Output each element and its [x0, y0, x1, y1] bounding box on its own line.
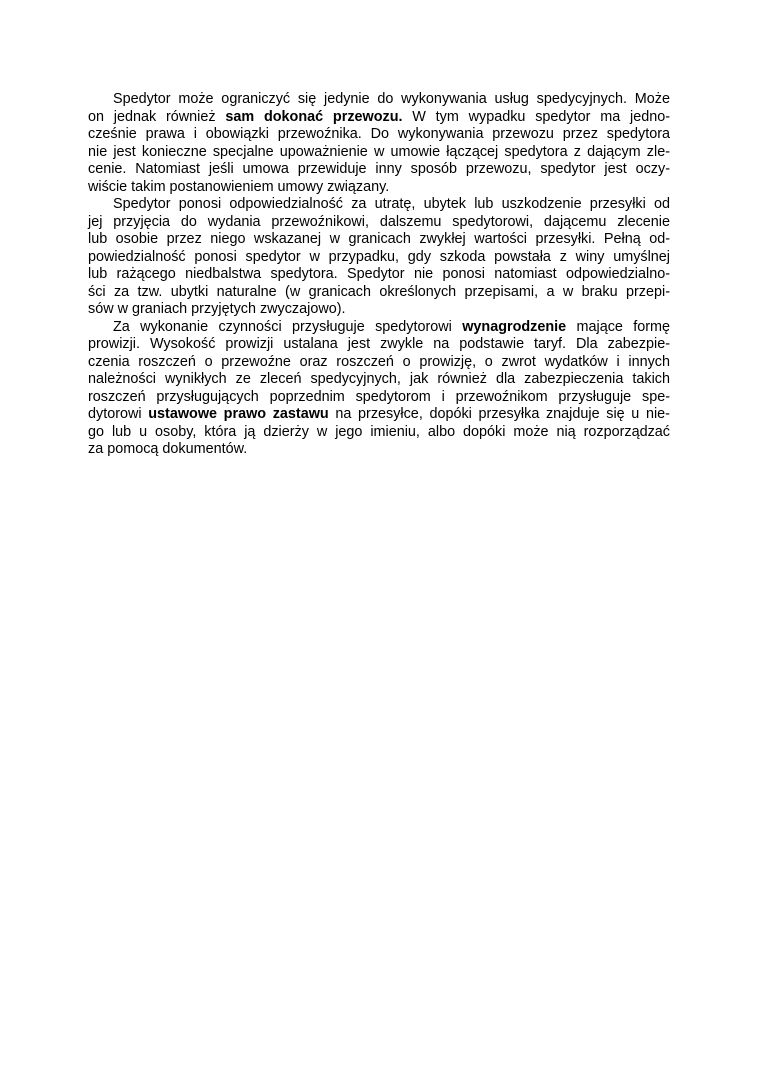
text-line: [88, 336, 670, 354]
text-run: nie jest konieczne specjalne upoważnienie w umowie łączącej spedytora z dającym zle-: [88, 143, 670, 160]
text-line: [88, 441, 670, 459]
text-run: W tym wypadku spedytor ma jedno-: [402, 108, 670, 125]
text-line: [88, 231, 670, 249]
text-run: czenia roszczeń o przewoźne oraz roszczeń o prowizję, o zwrot wydatków i innych: [88, 353, 670, 370]
text-line: [88, 144, 670, 162]
text-run: powiedzialność ponosi spedytor w przypadku, gdy szkoda powstała z winy umyślnej: [88, 248, 670, 265]
bold-term: wynagrodzenie: [462, 318, 567, 335]
text-run: sów w graniach przyjętych zwyczajowo).: [88, 301, 346, 317]
text-run: roszczeń przysługujących poprzednim spedytorom i przewoźnikom przysługuje spe-: [88, 388, 670, 405]
text-run: dytorowi: [88, 406, 149, 422]
text-line: [88, 109, 670, 127]
text-run: mające formę: [566, 318, 671, 335]
paragraph-2: [88, 196, 670, 319]
text-run: cześnie prawa i obowiązki przewoźnika. Do wykonywania przewozu przez spedytora: [88, 126, 670, 142]
text-line: [88, 424, 670, 442]
text-run: wiście takim postanowieniem umowy związany.: [88, 178, 390, 195]
text-run: ści za tzw. ubytki naturalne (w granicach określonych przepisami, a w braku przepi-: [88, 283, 670, 300]
text-run: cenie. Natomiast jeśli umowa przewiduje inny sposób przewozu, spedytor jest oczy-: [88, 161, 670, 177]
text-line: [88, 354, 670, 372]
text-run: Za wykonanie czynności przysługuje spedytorowi: [113, 318, 463, 335]
text-line: [88, 266, 670, 284]
text-run: jej przyjęcia do wydania przewoźnikowi, dalszemu spedytorowi, dającemu zlecenie: [88, 213, 670, 230]
text-line: [88, 284, 670, 302]
text-line: [88, 179, 670, 197]
text-line: [88, 196, 670, 214]
text-run: prowizji. Wysokość prowizji ustalana jest zwykle na podstawie taryf. Dla zabezpie-: [88, 336, 670, 352]
text-run: Spedytor może ograniczyć się jedynie do wykonywania usług spedycyjnych. Może: [113, 91, 670, 107]
text-line: [88, 126, 670, 144]
text-line: [88, 389, 670, 407]
text-run: lub osobie przez niego wskazanej w granicach zwykłej wartości przesyłki. Pełną od-: [88, 231, 670, 247]
text-run: lub rażącego niedbalstwa spedytora. Spedytor nie ponosi natomiast odpowiedzialno-: [88, 266, 670, 282]
text-line: [88, 301, 670, 319]
text-line: [88, 91, 670, 109]
text-line: [88, 371, 670, 389]
bold-term: sam dokonać przewozu.: [225, 108, 403, 125]
text-line: [88, 319, 670, 337]
paragraph-3: [88, 319, 670, 459]
text-run: na przesyłce, dopóki przesyłka znajduje się u nie-: [328, 406, 670, 422]
text-run: należności wynikłych ze zleceń spedycyjnych, jak również dla zabezpieczenia takich: [88, 371, 670, 387]
text-line: [88, 161, 670, 179]
text-run: on jednak również: [88, 108, 226, 125]
text-line: [88, 249, 670, 267]
document-body: [88, 91, 670, 459]
text-run: za pomocą dokumentów.: [88, 441, 248, 457]
bold-term: ustawowe prawo zastawu: [148, 406, 329, 422]
text-line: [88, 406, 670, 424]
text-run: Spedytor ponosi odpowiedzialność za utratę, ubytek lub uszkodzenie przesyłki od: [113, 196, 670, 212]
text-run: go lub u osoby, która ją dzierży w jego imieniu, albo dopóki może nią rozporządzać: [88, 423, 670, 440]
text-line: [88, 214, 670, 232]
paragraph-1: [88, 91, 670, 196]
